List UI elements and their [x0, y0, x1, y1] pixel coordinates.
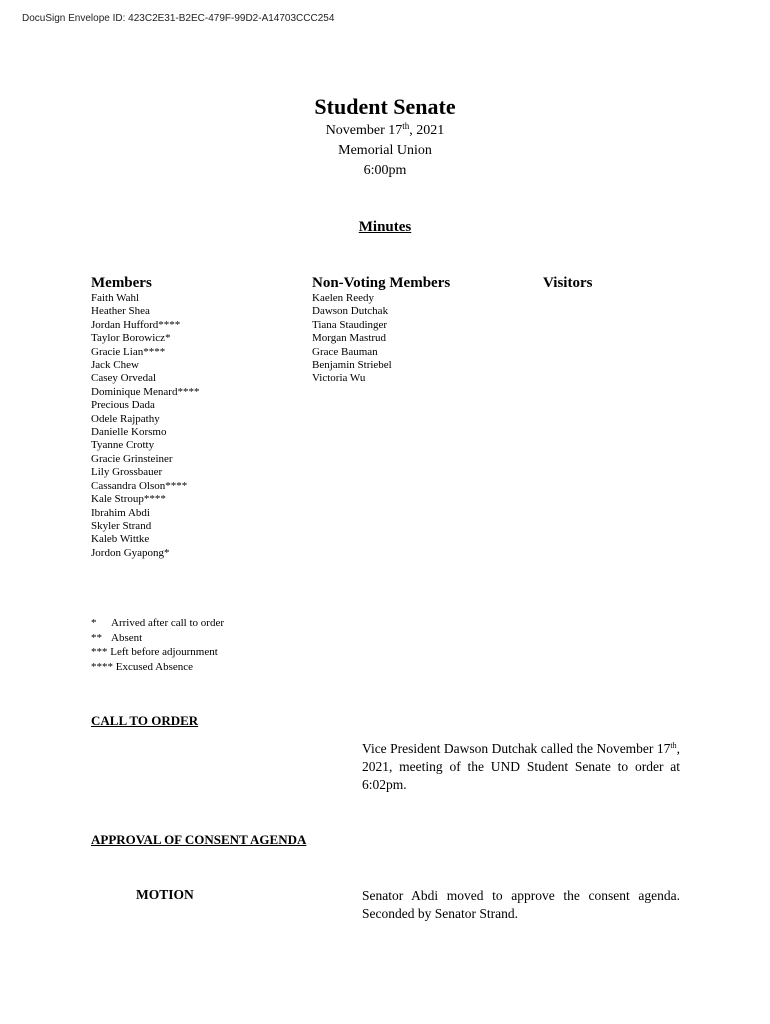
member-item: Jordan Hufford**** — [91, 318, 181, 331]
members-heading: Members — [91, 275, 152, 291]
member-item: Gracie Lian**** — [91, 345, 166, 358]
member-item: Precious Dada — [91, 399, 155, 412]
member-item: Skyler Strand — [91, 519, 152, 532]
non-voting-item: Benjamin Striebel — [312, 359, 392, 372]
member-item: Kaleb Wittke — [91, 533, 150, 546]
member-item: Gracie Grinsteiner — [91, 452, 173, 465]
member-item: Casey Orvedal — [91, 372, 157, 385]
member-item: Ibrahim Abdi — [91, 506, 150, 519]
non-voting-list — [312, 292, 392, 386]
member-item: Taylor Borowicz* — [91, 332, 171, 345]
non-voting-item: Morgan Mastrud — [312, 332, 387, 345]
non-voting-item: Grace Bauman — [312, 345, 378, 358]
visitors-heading: Visitors — [543, 275, 593, 291]
meeting-time: 6:00pm — [363, 163, 407, 178]
minutes-heading: Minutes — [358, 219, 412, 235]
page-title: Student Senate — [314, 94, 456, 119]
call-to-order-text: Vice President Dawson Dutchak called the November 17th, 2021, meeting of the UND Student Senate to order at 6:02pm. — [362, 741, 680, 792]
motion-label: MOTION — [136, 887, 194, 902]
member-item: Dominique Menard**** — [91, 385, 200, 398]
consent-agenda-heading: APPROVAL OF CONSENT AGENDA — [91, 832, 307, 847]
envelope-id: DocuSign Envelope ID: 423C2E31-B2EC-479F-99D2-A14703CCC254 — [22, 13, 335, 24]
motion-text: Senator Abdi moved to approve the consent agenda. Seconded by Senator Strand. — [362, 888, 680, 921]
member-item: Kale Stroup**** — [91, 493, 166, 506]
non-voting-item: Victoria Wu — [312, 372, 366, 385]
legend-item: ** Absent — [91, 631, 143, 644]
attendance-legend — [91, 616, 224, 674]
call-to-order-heading: CALL TO ORDER — [91, 713, 199, 728]
non-voting-item: Tiana Staudinger — [312, 318, 388, 331]
member-item: Lily Grossbauer — [91, 466, 163, 479]
meeting-location: Memorial Union — [338, 143, 432, 158]
non-voting-heading: Non-Voting Members — [312, 275, 451, 291]
legend-item: **** Excused Absence — [91, 660, 194, 673]
meeting-date: November 17th, 2021 — [325, 121, 445, 138]
members-list — [91, 292, 199, 560]
member-item: Jordon Gyapong* — [91, 546, 170, 559]
member-item: Faith Wahl — [91, 292, 140, 304]
member-item: Odele Rajpathy — [91, 412, 160, 425]
member-item: Jack Chew — [91, 359, 139, 372]
member-item: Tyanne Crotty — [91, 439, 155, 452]
legend-item: * Arrived after call to order — [91, 617, 224, 629]
non-voting-item: Dawson Dutchak — [312, 305, 389, 318]
legend-item: *** Left before adjournment — [91, 646, 218, 659]
non-voting-item: Kaelen Reedy — [312, 292, 374, 304]
member-item: Cassandra Olson**** — [91, 479, 188, 492]
member-item: Danielle Korsmo — [91, 426, 167, 439]
document-header — [0, 93, 770, 181]
member-item: Heather Shea — [91, 305, 150, 318]
